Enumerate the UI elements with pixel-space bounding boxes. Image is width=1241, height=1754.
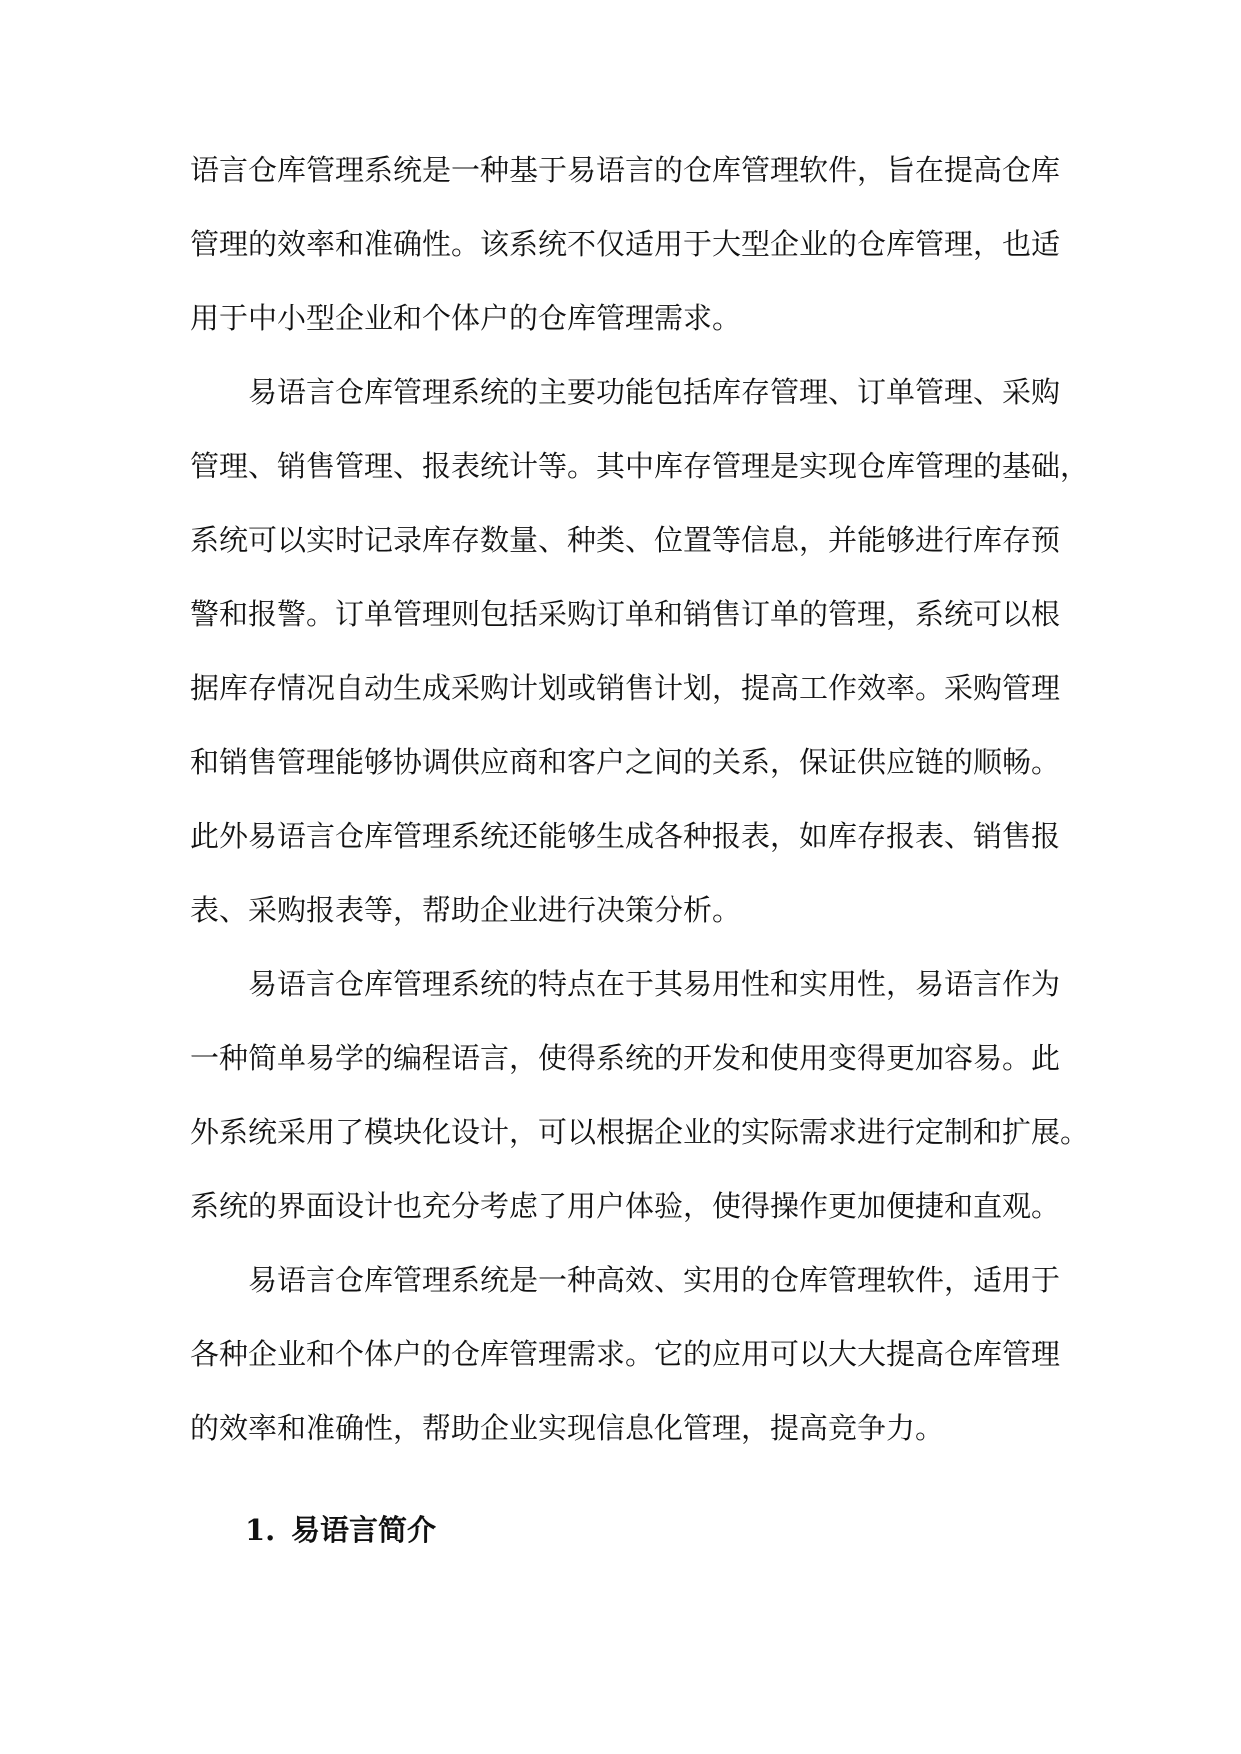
paragraph-4-line-2: 各种企业和个体户的仓库管理需求。它的应用可以大大提高仓库管理 — [190, 1337, 1061, 1371]
paragraph-2-line-1: 易语言仓库管理系统的主要功能包括库存管理、订单管理、采购 — [248, 375, 1061, 409]
paragraph-3-line-3: 外系统采用了模块化设计，可以根据企业的实际需求进行定制和扩展。 — [190, 1115, 1090, 1149]
paragraph-2-line-4: 警和报警。订单管理则包括采购订单和销售订单的管理，系统可以根 — [190, 597, 1061, 631]
paragraph-4-line-1: 易语言仓库管理系统是一种高效、实用的仓库管理软件，适用于 — [248, 1263, 1061, 1297]
section-heading — [245, 1500, 436, 1560]
paragraph-4-line-3: 的效率和准确性，帮助企业实现信息化管理，提高竞争力。 — [190, 1411, 945, 1445]
paragraph-3-line-2: 一种简单易学的编程语言，使得系统的开发和使用变得更加容易。此 — [190, 1041, 1061, 1075]
paragraph-2-line-2: 管理、销售管理、报表统计等。其中库存管理是实现仓库管理的基础， — [190, 449, 1090, 483]
paragraph-3-line-1: 易语言仓库管理系统的特点在于其易用性和实用性，易语言作为 — [248, 967, 1061, 1001]
paragraph-2-line-6: 和销售管理能够协调供应商和客户之间的关系，保证供应链的顺畅。 — [190, 745, 1061, 779]
paragraph-1-line-2: 管理的效率和准确性。该系统不仅适用于大型企业的仓库管理，也适 — [190, 227, 1061, 261]
paragraph-2-line-5: 据库存情况自动生成采购计划或销售计划，提高工作效率。采购管理 — [190, 671, 1061, 705]
paragraph-2-line-8: 表、采购报表等，帮助企业进行决策分析。 — [190, 893, 742, 927]
paragraph-2-line-3: 系统可以实时记录库存数量、种类、位置等信息，并能够进行库存预 — [190, 523, 1061, 557]
section-title: 易语言简介 — [291, 1513, 437, 1547]
section-number: 1. — [245, 1513, 276, 1547]
paragraph-3-line-4: 系统的界面设计也充分考虑了用户体验，使得操作更加便捷和直观。 — [190, 1189, 1061, 1223]
paragraph-2-line-7: 此外易语言仓库管理系统还能够生成各种报表，如库存报表、销售报 — [190, 819, 1061, 853]
paragraph-1-line-3: 用于中小型企业和个体户的仓库管理需求。 — [190, 301, 742, 335]
paragraph-1-line-1: 语言仓库管理系统是一种基于易语言的仓库管理软件，旨在提高仓库 — [190, 153, 1061, 187]
